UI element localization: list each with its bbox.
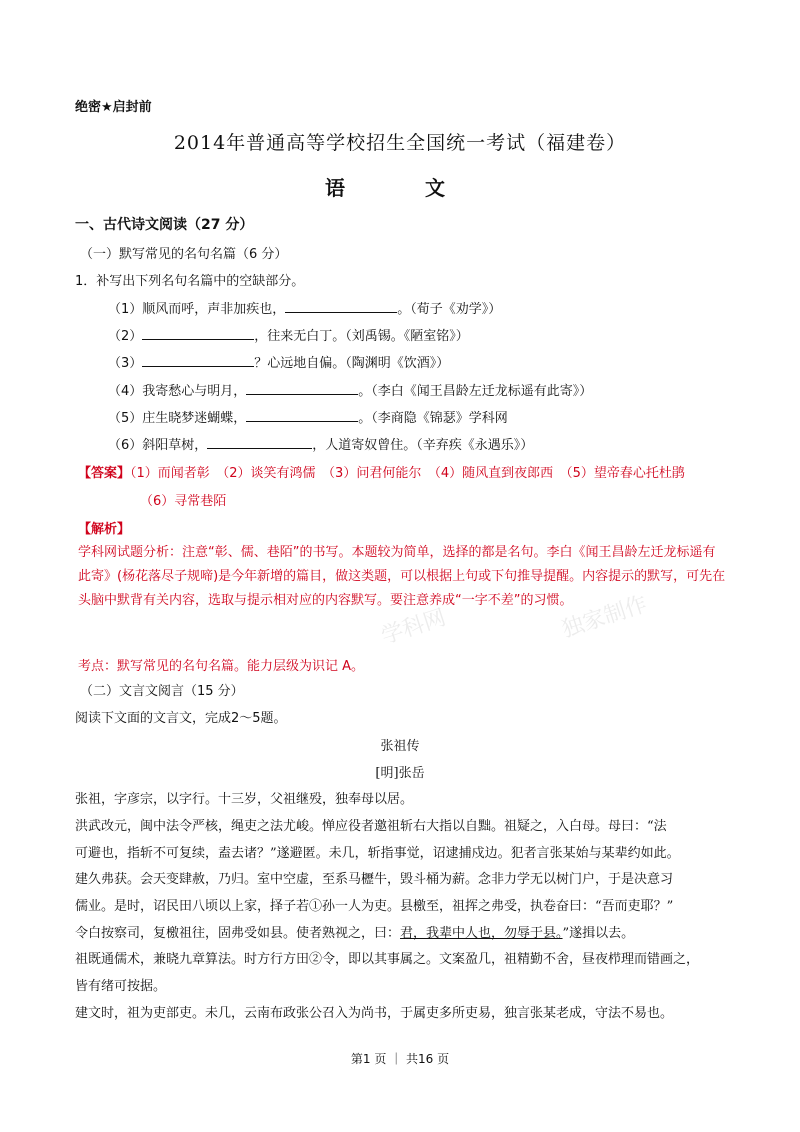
underlined-sentence: 君，我辈中人也，勿辱于县。 [400,926,563,941]
passage-line: 可避也，指斩不可复续，盍去诸？”遂避匿。未几，斩指事觉，诏逮捕戍边。犯者言张某始与某辈约如此。 [75,846,680,861]
fill-item-6 [108,434,533,453]
item-text: ，人道寄奴曾住。（辛弃疾《永遇乐》） [312,438,534,453]
passage-line: 祖既通儒术，兼晓九章算法。时方行方田②令，即以其事属之。文案盈几，祖精勤不舍，昼夜栉理而错画之， [75,952,700,967]
passage-line: 儒业。是时，诏民田八顷以上家，择子若①孙一人为吏。县檄至，祖挥之弗受，执卷奋曰：“吾而吏耶？” [75,899,674,914]
reading-instruction: 阅读下文面的文言文，完成2～5题。 [75,711,287,726]
subsection-heading-2: （二）文言文阅言（15 分） [80,684,244,699]
item-text: （3） [108,356,143,371]
answer-text-line2: （6）寻常巷陌 [140,494,227,509]
subject-title: 语 文 [325,176,475,200]
analysis-text: 学科网试题分析：注意“彰、儒、巷陌”的书写。本题较为简单，选择的都是名句。李白《闻王昌龄左迁龙标遥有此寄》(杨花落尽子规啼)是今年新增的篇目，做这类题，可以根据上句或下句推导提醒。内容提示的默写，可先在头脑中默背有关内容，选取与提示相对应的内容默写。要注意养成“一字不差”的习惯。 [78,545,726,608]
fill-item-2 [108,325,469,344]
passage-text: ”遂揖以去。 [562,926,635,941]
passage-line: 洪武改元，闽中法令严核，绳吏之法尤峻。惮应役者邀祖斩右大指以自黜。祖疑之，入白母。母曰：“法 [75,819,667,834]
watermark: 学科网 [378,605,449,650]
section-heading: 一、古代诗文阅读（27 分） [75,217,254,233]
answer-block [78,462,685,481]
exam-title: 2014年普通高等学校招生全国统一考试（福建卷） [173,132,627,154]
kaodian-text: 考点：默写常见的名句名篇。能力层级为识记 A。 [78,659,365,674]
answer-text: （1）而闻者彰 （2）谈笑有鸿儒 （3）问君何能尔 （4）随风直到夜郎西 （5）望帝春心托杜鹃 [130,466,685,481]
page-footer: 第1 页 ｜ 共16 页 [350,1052,450,1066]
analysis-label-text: 【解析】 [78,522,131,537]
answer-blank [142,327,254,340]
confidential-label: 绝密★启封前 [75,100,152,115]
answer-blank [285,300,397,313]
analysis-label [78,518,130,537]
answer-blank [246,409,358,422]
passage-line: 皆有绪可按据。 [75,979,167,994]
question-1: 1．补写出下列名句名篇中的空缺部分。 [75,274,305,289]
fill-item-5 [108,407,508,426]
answer-blank [207,436,312,449]
subsection-heading: （一）默写常见的名句名篇（6 分） [80,247,288,262]
item-text: （5）庄生晓梦迷蝴蝶， [108,411,247,426]
item-text: ，往来无白丁。（刘禹锡。《陋室铭》） [254,329,469,344]
passage-line: 建文时，祖为吏部吏。未几，云南布政张公召入为尚书，于属吏多所吏易，独言张某老成，守法不易也。 [75,1006,674,1021]
item-text: （6）斜阳草树， [108,438,208,453]
fill-item-3 [108,352,449,371]
item-text: （2） [108,329,143,344]
passage-text: 令白按察司，复檄祖往，固弗受如县。使者熟视之，曰： [75,926,401,941]
item-text: ？心远地自偏。（陶渊明《饮酒》） [254,356,450,371]
answer-blank [142,354,254,367]
passage-title: 张祖传 [380,739,420,754]
passage-line-underlined [75,922,634,941]
item-text: （4）我寄愁心与明月， [108,384,247,399]
passage-line: 建久弗获。会天变肆赦，乃归。室中空虚，至系马櫪牛，毁斗桶为薪。念非力学无以树门户，于是决意习 [75,872,674,887]
item-text: （1）顺风而呼，声非加疾也， [108,302,286,317]
fill-item-1 [108,298,501,317]
answer-blank [246,382,358,395]
fill-item-4 [108,380,592,399]
watermark: 独家制作 [558,591,651,643]
item-text: 。（李白《闻王昌龄左迁龙标遥有此寄》） [358,384,593,399]
answer-label: 【答案】 [78,466,131,481]
item-text: 。（荀子《劝学》） [397,302,502,317]
item-text: 。（李商隐《锦瑟》学科网 [358,411,508,426]
passage-author: [明]张岳 [375,766,425,781]
passage-line: 张祖，字彦宗，以字行。十三岁，父祖继殁，独奉母以居。 [75,792,414,807]
